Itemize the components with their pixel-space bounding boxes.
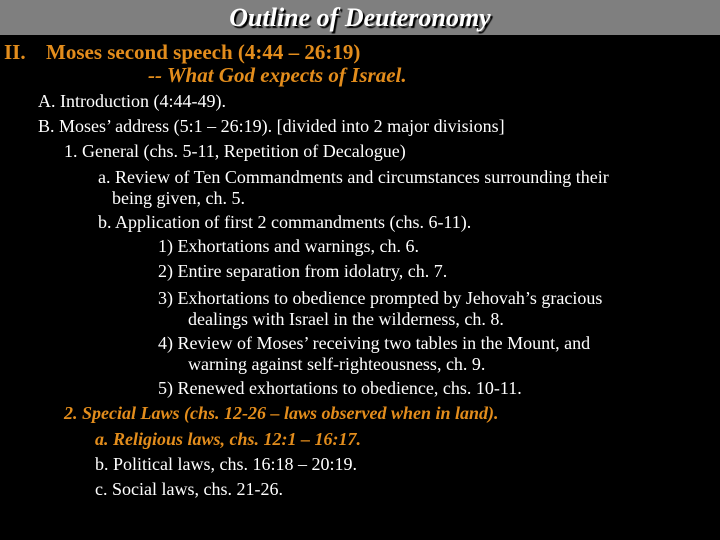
section-numeral: II.: [4, 40, 26, 64]
outline-item-2b: b. Political laws, chs. 16:18 – 20:19.: [95, 454, 357, 474]
outline-item-1b-2: 2) Entire separation from idolatry, ch. 7.: [158, 261, 448, 281]
outline-item-1b-3: 3) Exhortations to obedience prompted by Jehovah’s gracious: [158, 288, 603, 308]
outline-item-1b-1: 1) Exhortations and warnings, ch. 6.: [158, 236, 419, 256]
outline-item-1b-3-cont: dealings with Israel in the wilderness, ch. 8.: [188, 309, 504, 329]
outline-item-b: B. Moses’ address (5:1 – 26:19). [divided into 2 major divisions]: [38, 116, 505, 136]
outline-item-1b-4: 4) Review of Moses’ receiving two tables in the Mount, and: [158, 333, 591, 353]
outline-item-1b-4-cont: warning against self-righteousness, ch. 9.: [188, 354, 486, 374]
outline-item-2: 2. Special Laws (chs. 12-26 – laws observed when in land).: [64, 403, 499, 423]
outline-item-2a: a. Religious laws, chs. 12:1 – 16:17.: [95, 429, 362, 449]
outline-item-1b-5: 5) Renewed exhortations to obedience, chs. 10-11.: [158, 378, 522, 398]
outline-item-1a: a. Review of Ten Commandments and circumstances surrounding their: [98, 167, 609, 187]
section-heading: Moses second speech (4:44 – 26:19): [46, 40, 361, 64]
outline-item-2c: c. Social laws, chs. 21-26.: [95, 479, 283, 499]
outline-item-1b: b. Application of first 2 commandments (chs. 6-11).: [98, 212, 472, 232]
outline-item-1: 1. General (chs. 5-11, Repetition of Decalogue): [64, 141, 406, 161]
section-subheading: -- What God expects of Israel.: [148, 63, 407, 87]
slide-title: Outline of Deuteronomy: [229, 3, 491, 32]
outline-item-1a-cont: being given, ch. 5.: [112, 188, 245, 208]
outline-item-a: A. Introduction (4:44-49).: [38, 91, 226, 111]
